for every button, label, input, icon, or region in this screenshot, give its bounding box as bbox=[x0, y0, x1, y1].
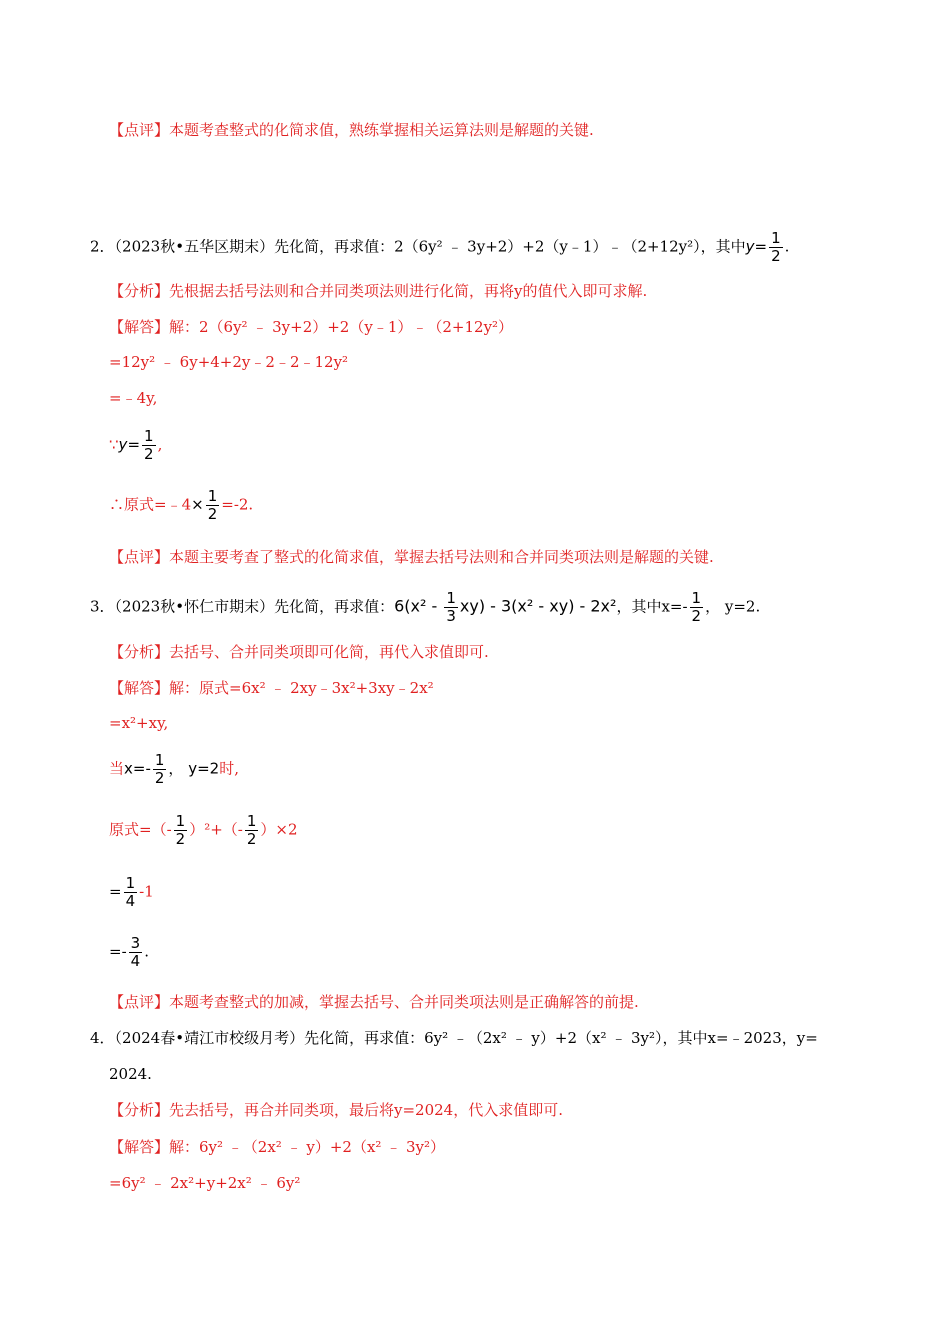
fraction-denominator: 2 bbox=[154, 769, 165, 787]
question-number: 4． bbox=[90, 1029, 115, 1047]
condition-text: ，其中x=- bbox=[616, 597, 688, 616]
expression-part: ）×2 bbox=[260, 820, 298, 839]
fraction-numerator: 1 bbox=[207, 487, 218, 505]
answer-line: =6y² ﹣ 2x²+y+2x² ﹣ 6y² bbox=[109, 1174, 301, 1192]
analysis-line: 【分析】去括号、合并同类项即可化简，再代入求值即可. bbox=[109, 643, 489, 661]
question-2-prompt bbox=[90, 230, 789, 265]
fraction bbox=[245, 813, 259, 848]
because-symbol: ∵ bbox=[109, 435, 119, 454]
fraction-numerator: 1 bbox=[154, 751, 165, 769]
line-end: =-2. bbox=[221, 495, 254, 514]
analysis-line: 【分析】先根据去括号法则和合并同类项法则进行化简，再将y的值代入即可求解. bbox=[109, 282, 648, 300]
condition-fraction bbox=[690, 590, 704, 625]
answer-line: =﹣4y, bbox=[109, 389, 158, 407]
answer-line: 【解答】解：2（6y² ﹣ 3y+2）+2（y﹣1）﹣（2+12y²） bbox=[109, 318, 514, 336]
fraction-denominator: 2 bbox=[246, 830, 257, 848]
equals: = bbox=[127, 435, 141, 454]
expression-part: xy) - 3(x² - xy) - 2x² bbox=[459, 596, 617, 616]
line-end: 时, bbox=[219, 759, 239, 778]
fraction-numerator: 1 bbox=[691, 589, 702, 607]
fraction-denominator: 3 bbox=[446, 607, 456, 625]
condition-text: x=- bbox=[124, 759, 151, 778]
question-text: （2023秋•怀仁市期末）先化简，再求值： bbox=[114, 597, 395, 616]
fraction-denominator: 2 bbox=[207, 505, 218, 523]
fraction-denominator: 2 bbox=[691, 607, 702, 625]
fraction-numerator: 1 bbox=[246, 812, 257, 830]
question-text-continued: 2024. bbox=[109, 1065, 152, 1083]
question-4-prompt bbox=[90, 1027, 818, 1049]
variable: y bbox=[118, 435, 128, 454]
line-end: , bbox=[157, 435, 163, 454]
question-3-prompt bbox=[90, 590, 760, 625]
fraction-numerator: 3 bbox=[130, 934, 141, 952]
therefore-text: ∴原式=﹣4 bbox=[109, 495, 192, 514]
fraction-denominator: 4 bbox=[130, 952, 141, 970]
fraction-denominator: 2 bbox=[175, 830, 186, 848]
fraction bbox=[142, 428, 156, 463]
times-sign: × bbox=[191, 495, 204, 514]
expression-part: 原式=（- bbox=[109, 820, 172, 839]
line-end: -1 bbox=[139, 882, 154, 901]
fraction-numerator: 1 bbox=[125, 874, 136, 892]
answer-line bbox=[109, 488, 253, 523]
equals: = bbox=[109, 882, 122, 901]
fraction bbox=[129, 935, 143, 970]
answer-line: 【解答】解：原式=6x² ﹣ 2xy﹣3x²+3xy﹣2x² bbox=[109, 679, 434, 697]
question-text: （2023秋•五华区期末）先化简，再求值：2（6y² ﹣ 3y+2）+2（y﹣1）﹣（2+12y²），其中 bbox=[114, 237, 746, 256]
cond-equals: = bbox=[754, 237, 768, 256]
comment-line: 【点评】本题考查整式的化简求值，熟练掌握相关运算法则是解题的关键. bbox=[109, 121, 594, 139]
expression-part: ）²+（- bbox=[189, 820, 243, 839]
answer-line: 【解答】解：6y² ﹣（2x² ﹣ y）+2（x² ﹣ 3y²） bbox=[109, 1138, 445, 1156]
condition-text: ， y=2. bbox=[705, 597, 761, 616]
answer-line bbox=[109, 752, 239, 787]
comment-line: 【点评】本题考查整式的加减，掌握去括号、合并同类项法则是正确解答的前提. bbox=[109, 993, 639, 1011]
when-text: 当 bbox=[109, 759, 125, 778]
cond-fraction bbox=[769, 230, 783, 265]
fraction-numerator: 1 bbox=[144, 427, 154, 445]
question-text: （2024春•靖江市校级月考）先化简，再求值：6y² ﹣（2x² ﹣ y）+2（x² ﹣ 3y²），其中x=﹣2023，y= bbox=[114, 1029, 818, 1047]
sentence-end: . bbox=[784, 237, 790, 256]
answer-line bbox=[109, 935, 149, 970]
answer-line: =x²+xy, bbox=[109, 714, 169, 732]
fraction-denominator: 2 bbox=[144, 445, 154, 463]
analysis-line: 【分析】先去括号，再合并同类项，最后将y=2024，代入求值即可. bbox=[109, 1101, 563, 1119]
fraction bbox=[124, 875, 138, 910]
question-number: 3． bbox=[90, 597, 115, 616]
answer-line bbox=[109, 875, 154, 910]
fraction-denominator: 2 bbox=[771, 247, 781, 265]
comment-line: 【点评】本题主要考查了整式的化简求值，掌握去括号法则和合并同类项法则是解题的关键. bbox=[109, 548, 714, 566]
cond-variable: y bbox=[745, 237, 755, 256]
fraction bbox=[206, 488, 220, 523]
answer-line bbox=[109, 813, 298, 848]
expression-part: 6(x² - bbox=[394, 596, 443, 616]
condition-text: ， y=2 bbox=[168, 759, 220, 778]
question-number: 2． bbox=[90, 237, 115, 256]
fraction bbox=[174, 813, 188, 848]
answer-line bbox=[109, 428, 162, 463]
expression-fraction bbox=[444, 590, 458, 625]
fraction-numerator: 1 bbox=[771, 229, 781, 247]
fraction-denominator: 4 bbox=[125, 892, 136, 910]
answer-line: =12y² ﹣ 6y+4+2y﹣2﹣2﹣12y² bbox=[109, 353, 349, 371]
fraction-numerator: 1 bbox=[446, 589, 456, 607]
line-end: . bbox=[144, 942, 149, 961]
fraction bbox=[153, 752, 167, 787]
equals: =- bbox=[109, 942, 127, 961]
fraction-numerator: 1 bbox=[175, 812, 186, 830]
